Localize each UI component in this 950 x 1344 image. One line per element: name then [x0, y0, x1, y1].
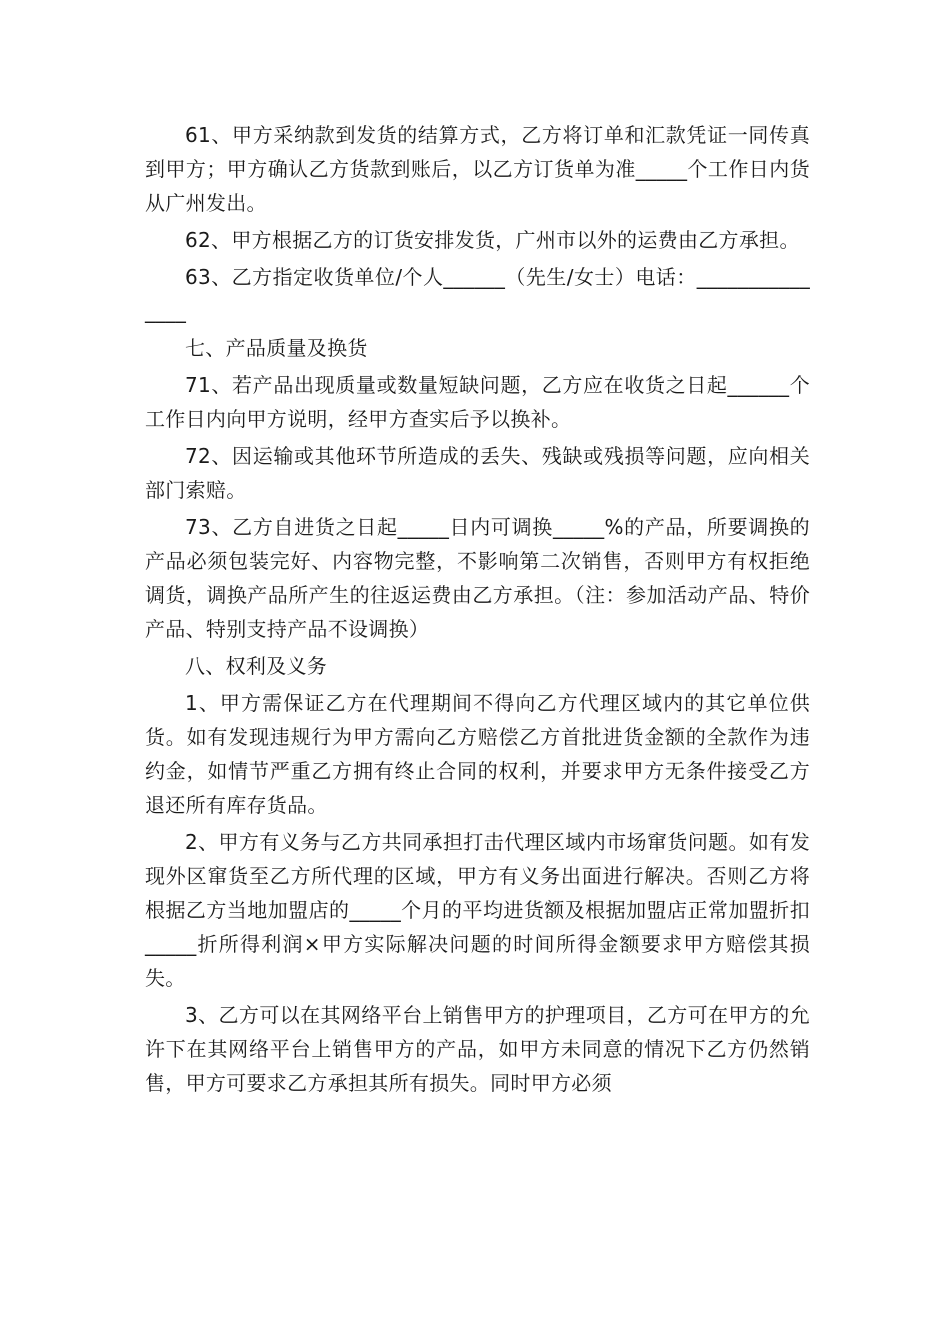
clause-6-2: 62、甲方根据乙方的订货安排发货，广州市以外的运费由乙方承担。	[185, 228, 800, 252]
document-body	[145, 118, 810, 1103]
clause-7-2: 72、因运输或其他环节所造成的丢失、残缺或残损等问题，应向相关部门索赔。	[145, 444, 810, 502]
section-heading-rights: 八、权利及义务	[185, 654, 328, 678]
clause-7-1: 71、若产品出现质量或数量短缺问题，乙方应在收货之日起______个工作日内向甲方说明，经甲方查实后予以换补。	[145, 373, 810, 431]
clause-6-1: 61、甲方采纳款到发货的结算方式，乙方将订单和汇款凭证一同传真到甲方；甲方确认乙方货款到账后，以乙方订货单为准_____个工作日内货从广州发出。	[145, 123, 810, 215]
clause-8-1: 1、甲方需保证乙方在代理期间不得向乙方代理区域内的其它单位供货。如有发现违规行为甲方需向乙方赔偿乙方首批进货金额的全款作为违约金，如情节严重乙方拥有终止合同的权利，并要求甲方无条件接受乙方退还所有库存货品。	[145, 691, 810, 817]
clause-6-3: 63、乙方指定收货单位/个人______（先生/女士）电话：_______________	[145, 265, 810, 323]
section-heading-quality: 七、产品质量及换货	[185, 336, 368, 360]
clause-8-2: 2、甲方有义务与乙方共同承担打击代理区域内市场窜货问题。如有发现外区窜货至乙方所代理的区域，甲方有义务出面进行解决。否则乙方将根据乙方当地加盟店的_____个月的平均进货额及根据加盟店正常加盟折扣_____折所得利润×甲方实际解决问题的时间所得金额要求甲方赔偿其损失。	[145, 830, 810, 990]
clause-8-3: 3、乙方可以在其网络平台上销售甲方的护理项目，乙方可在甲方的允许下在其网络平台上销售甲方的产品，如甲方未同意的情况下乙方仍然销售，甲方可要求乙方承担其所有损失。同时甲方必须	[145, 1003, 810, 1095]
clause-7-3: 73、乙方自进货之日起_____日内可调换_____%的产品，所要调换的产品必须包装完好、内容物完整，不影响第二次销售，否则甲方有权拒绝调货，调换产品所产生的往返运费由乙方承担。（注：参加活动产品、特价产品、特别支持产品不设调换）	[145, 515, 810, 641]
